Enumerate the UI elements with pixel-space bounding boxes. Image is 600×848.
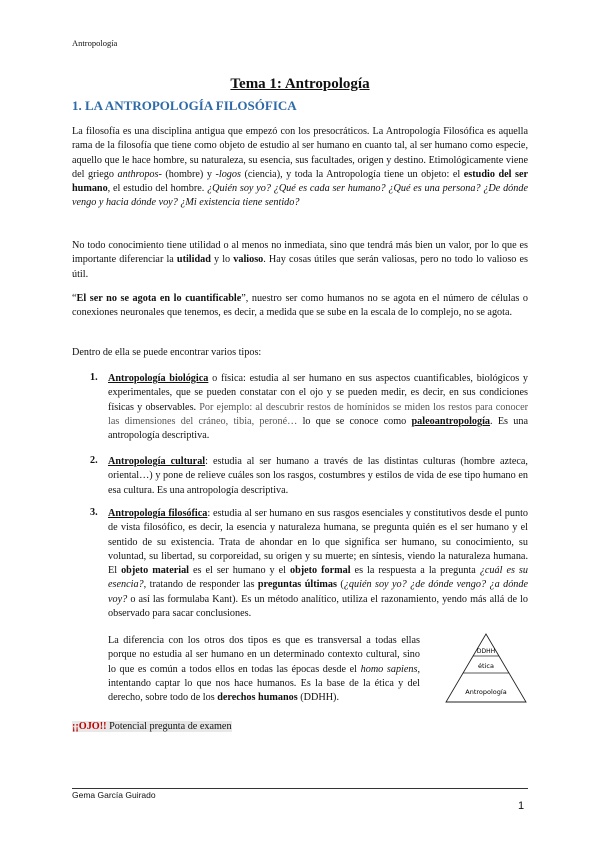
list-number: 3. <box>90 507 98 518</box>
exam-warning: ¡¡OJO!! Potencial pregunta de examen <box>72 721 232 732</box>
footer-author: Gema García Guirado <box>72 790 156 800</box>
pyramid-base-label: Antropología <box>465 688 507 696</box>
pyramid-top-label: DDHH <box>476 648 496 655</box>
section-heading: 1. LA ANTROPOLOGÍA FILOSÓFICA <box>72 98 297 113</box>
ethics-pyramid-diagram <box>444 632 528 706</box>
footer-divider <box>72 788 528 789</box>
list-item-cultural: Antropología cultural: estudia al ser humano a través de las distintas culturas (hombre azteca, oriental…) y pone de relieve cuáles son los rasgos, costumbres y estilos de vida de ese tipo humano en esa cultura. Es una antropología descriptiva. <box>108 456 528 496</box>
list-item-philosophical: Antropología filosófica: estudia al ser humano en sus rasgos esenciales y constitutivos desde el punto de vista filosófico, es decir, la esencia y naturaleza humana, se pregunta quién es el ser humano y el sentido de su existencia. Trata de ahondar en lo que significa ser humano, su conocimiento, su voluntad, su libertad, su corporeidad, su origen y su muerte; en síntesis, viendo la naturaleza humana. El objeto material es el ser humano y el objeto formal es la respuesta a la pregunta ¿cuál es su esencia?, tratando de responder las preguntas últimas (¿quién soy yo? ¿de dónde vengo? ¿a dónde voy? o así las formulaba Kant). Es un método analítico, utiliza el razonamiento, yendo más allá de lo observado para sacar conclusiones. <box>108 508 529 620</box>
running-header: Antropología <box>72 38 118 48</box>
page-number: 1 <box>518 800 525 812</box>
list-number: 2. <box>90 455 98 466</box>
document-title: Tema 1: Antropología <box>230 76 370 92</box>
types-intro: Dentro de ella se puede encontrar varios tipos: <box>72 347 262 358</box>
pyramid-middle-label: ética <box>478 662 494 670</box>
difference-paragraph: La diferencia con los otros dos tipos es que es transversal a todas ellas porque no estudia al ser humano en un determinado contexto cultural, sino lo que es común a todos ellos en todas las épocas desde el homo sapiens, intentando captar lo que nos hace humanos. Es la base de la ética y del derecho, sobre todo de los derechos humanos (DDHH). <box>108 635 421 704</box>
list-item-biological: Antropología biológica o física: estudia al ser humano en sus aspectos cuantificables, biológicos y experimentales, que se pueden constatar con el ojo y se pueden medir, es decir, en sus condiciones físicas y observables. Por ejemplo: al descubrir restos de homínidos se miden los restos para conocer las dimensiones del cráneo, tibia, peroné… lo que se conoce como paleoantropología. Es una antropología descriptiva. <box>108 373 529 442</box>
intro-paragraph: La filosofía es una disciplina antigua que empezó con los presocráticos. La Antropología Filosófica es aquella rama de la filosofía que tiene como objeto de estudio al ser humano en cuanto tal, al ser humano como especie, aquello que le hace hombre, su naturaleza, su esencia, sus facultades, origen y destino. Etimológicamente viene del griego anthropos- (hombre) y -logos (ciencia), y toda la Antropología tiene un objeto: el estudio del ser humano, el estudio del hombre. ¿Quién soy yo? ¿Qué es cada ser humano? ¿Qué es una persona? ¿De dónde vengo y hacia dónde voy? ¿Mi existencia tiene sentido? <box>72 126 528 209</box>
list-number: 1. <box>90 372 98 383</box>
utility-paragraph: No todo conocimiento tiene utilidad o al menos no inmediata, sino que tendrá más bien un valor, por lo que es importante diferenciar la utilidad y lo valioso. Hay cosas útiles que serán valiosas, pero no todo lo valioso es útil. <box>72 240 528 280</box>
quote-paragraph: “El ser no se agota en lo cuantificable”, nuestro ser como humanos no se agota en el número de células o conexiones neuronales que tenemos, es decir, a medida que se sube en la escala de lo complejo, no se agota. <box>72 293 528 319</box>
